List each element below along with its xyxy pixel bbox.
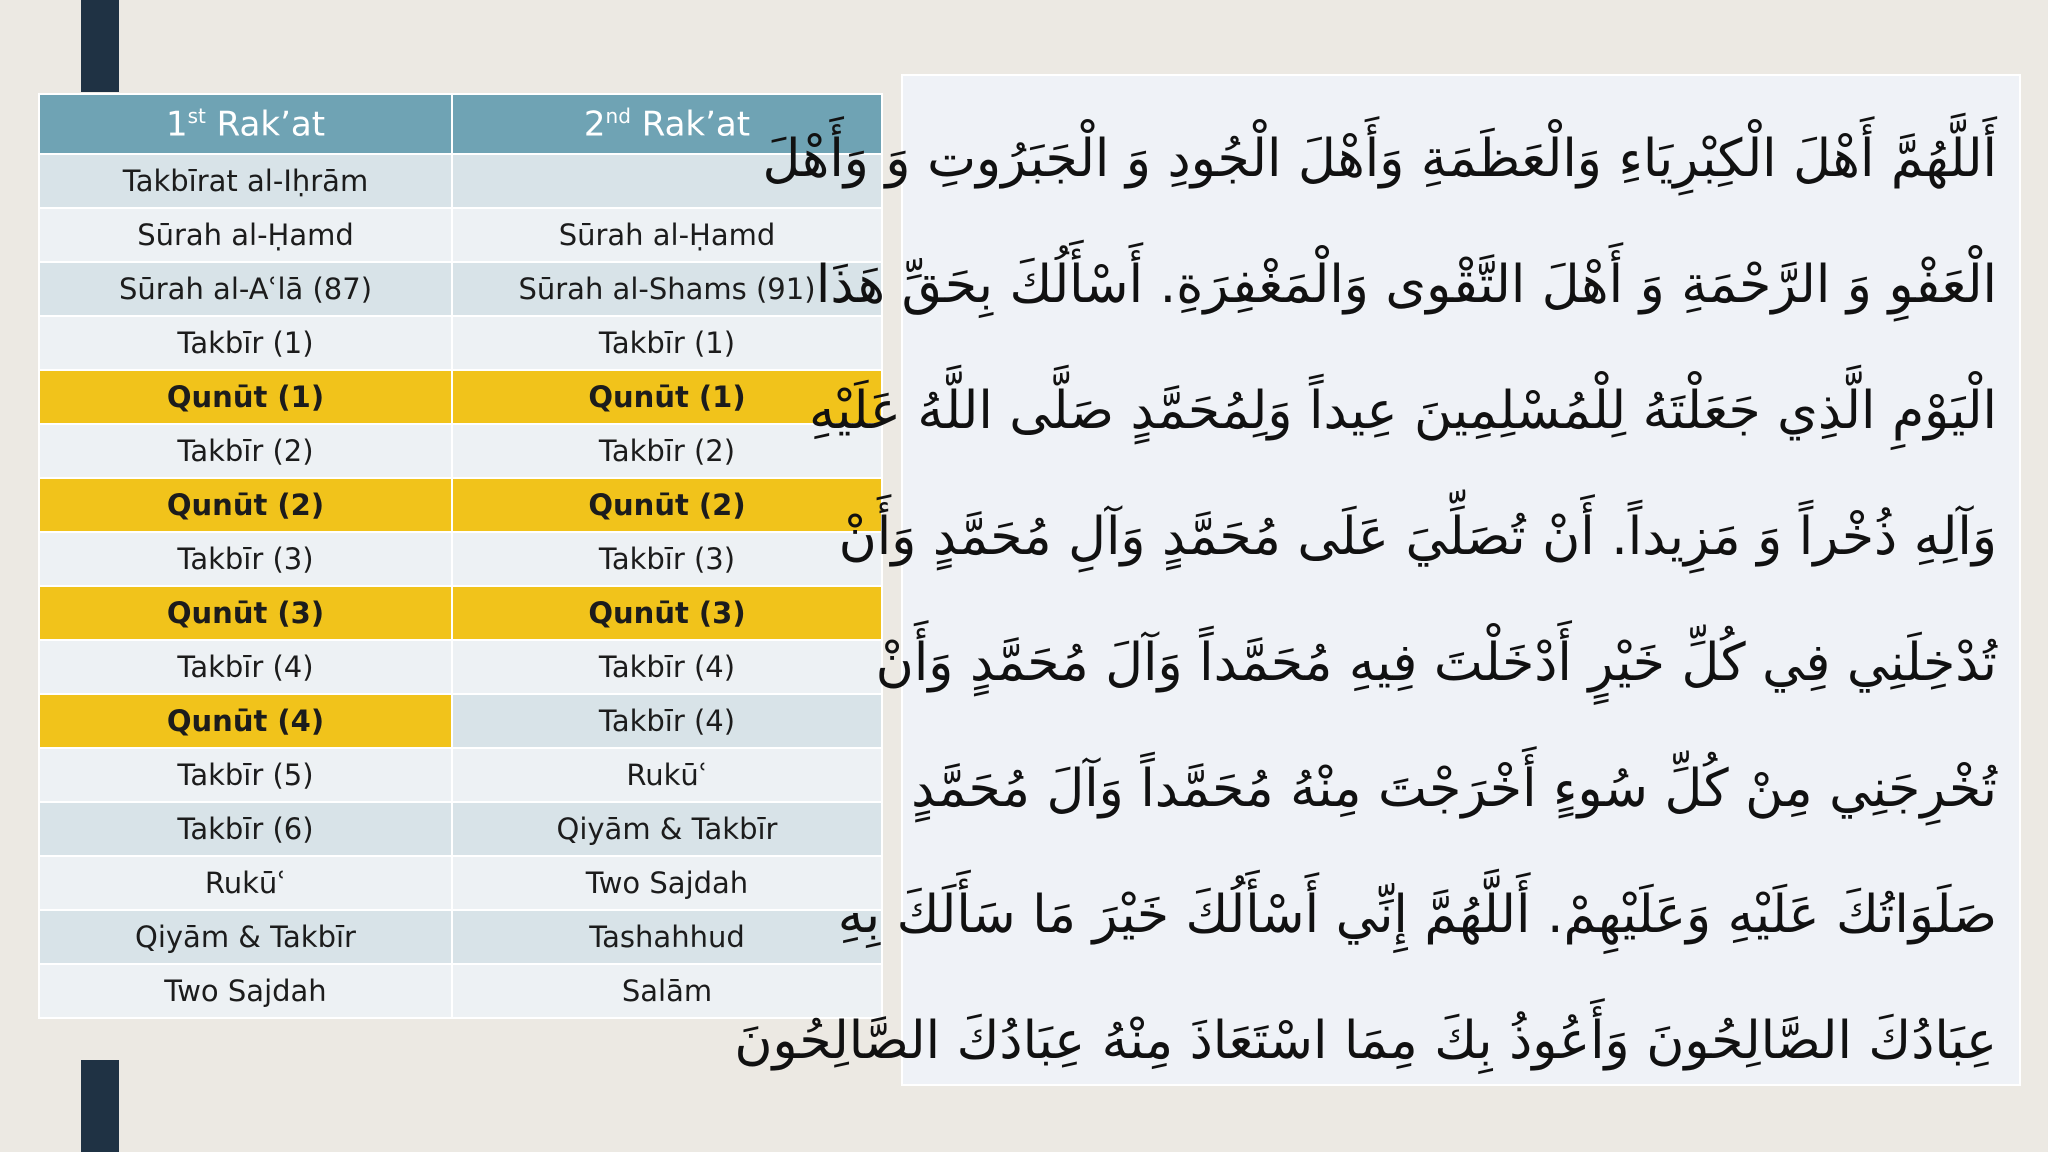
second-rakat-cell: Tashahhud	[452, 910, 882, 964]
second-rakat-cell: Qunūt (1)	[452, 370, 882, 424]
rakat-table	[38, 93, 883, 1019]
arabic-line: الْيَوْمِ الَّذِي جَعَلْتَهُ لِلْمُسْلِمِينَ عِيداً وَلِمُحَمَّدٍ صَلَّى اللَّهُ عَلَيْهِ	[809, 381, 1997, 441]
first-rakat-cell: Takbīr (4)	[39, 640, 452, 694]
table-row	[39, 910, 882, 964]
accent-bar-top	[81, 0, 119, 92]
table-row	[39, 154, 882, 208]
header-ordinal: 1	[165, 104, 188, 145]
table-header-row	[39, 94, 882, 154]
first-rakat-cell: Qunūt (1)	[39, 370, 452, 424]
first-rakat-cell: Takbīr (1)	[39, 316, 452, 370]
header-ordinal-suffix: st	[187, 103, 206, 128]
first-rakat-cell: Sūrah al-Aʿlā (87)	[39, 262, 452, 316]
first-rakat-cell: Sūrah al-Ḥamd	[39, 208, 452, 262]
accent-bar-bottom	[81, 1060, 119, 1152]
second-rakat-cell: Qunūt (3)	[452, 586, 882, 640]
header-ordinal-suffix: nd	[605, 103, 631, 128]
table-row	[39, 532, 882, 586]
second-rakat-cell: Takbīr (2)	[452, 424, 882, 478]
first-rakat-cell: Takbīr (6)	[39, 802, 452, 856]
second-rakat-cell: Takbīr (1)	[452, 316, 882, 370]
second-rakat-cell: Two Sajdah	[452, 856, 882, 910]
table-row	[39, 262, 882, 316]
first-rakat-cell: Takbīr (3)	[39, 532, 452, 586]
table-row	[39, 370, 882, 424]
second-rakat-cell: Rukūʿ	[452, 748, 882, 802]
table-row	[39, 316, 882, 370]
table-row	[39, 478, 882, 532]
arabic-line: صَلَوَاتُكَ عَلَيْهِ وَعَلَيْهِمْ. أَللَّهُمَّ إِنِّي أَسْأَلُكَ خَيْرَ مَا سَأَلَكَ بِهِ	[837, 885, 1997, 945]
first-rakat-cell: Rukūʿ	[39, 856, 452, 910]
header-label: Rak’at	[630, 104, 751, 145]
table-row	[39, 856, 882, 910]
second-rakat-cell: Takbīr (4)	[452, 640, 882, 694]
second-rakat-cell: Qiyām & Takbīr	[452, 802, 882, 856]
arabic-line: وَآلِهِ ذُخْراً وَ مَزِيداً. أَنْ تُصَلِّيَ عَلَى مُحَمَّدٍ وَآلِ مُحَمَّدٍ وَأَنْ	[838, 507, 1997, 567]
first-rakat-cell: Qunūt (4)	[39, 694, 452, 748]
first-rakat-cell: Takbīr (5)	[39, 748, 452, 802]
first-rakat-cell: Qunūt (3)	[39, 586, 452, 640]
arabic-line: تُخْرِجَنِي مِنْ كُلِّ سُوءٍ أَخْرَجْتَ مِنْهُ مُحَمَّداً وَآلَ مُحَمَّدٍ	[911, 759, 1997, 819]
second-rakat-cell: Qunūt (2)	[452, 478, 882, 532]
header-label: Rak’at	[205, 104, 326, 145]
first-rakat-cell: Takbīrat al-Iḥrām	[39, 154, 452, 208]
arabic-line: تُدْخِلَنِي فِي كُلِّ خَيْرٍ أَدْخَلْتَ فِيهِ مُحَمَّداً وَآلَ مُحَمَّدٍ وَأَنْ	[875, 633, 1997, 693]
second-rakat-cell: Takbīr (4)	[452, 694, 882, 748]
first-rakat-cell: Two Sajdah	[39, 964, 452, 1018]
table-row	[39, 802, 882, 856]
table-row	[39, 748, 882, 802]
table-row	[39, 586, 882, 640]
arabic-line: عِبَادُكَ الصَّالِحُونَ وَأَعُوذُ بِكَ مِمَا اسْتَعَاذَ مِنْهُ عِبَادُكَ الصَّالِحُونَ	[734, 1011, 1997, 1071]
second-rakat-cell: Sūrah al-Shams (91)	[452, 262, 882, 316]
arabic-dua-text	[734, 74, 2021, 1086]
header-ordinal: 2	[583, 104, 606, 145]
first-rakat-cell: Takbīr (2)	[39, 424, 452, 478]
table-row	[39, 424, 882, 478]
first-rakat-cell: Qiyām & Takbīr	[39, 910, 452, 964]
table-row	[39, 640, 882, 694]
header-first-rakat	[39, 94, 452, 154]
first-rakat-cell: Qunūt (2)	[39, 478, 452, 532]
second-rakat-cell: Takbīr (3)	[452, 532, 882, 586]
second-rakat-cell: Sūrah al-Ḥamd	[452, 208, 882, 262]
table-row	[39, 208, 882, 262]
second-rakat-cell: Salām	[452, 964, 882, 1018]
arabic-line: أَللَّهُمَّ أَهْلَ الْكِبْرِيَاءِ وَالْعَظَمَةِ وَأَهْلَ الْجُودِ وَ الْجَبَرُوتِ وَ وَأَهْلَ	[762, 129, 1997, 189]
table-body	[39, 154, 882, 1018]
arabic-line: الْعَفْوِ وَ الرَّحْمَةِ وَ أَهْلَ التَّقْوى وَالْمَغْفِرَةِ. أَسْأَلُكَ بِحَقِّ هَذَا	[815, 255, 1997, 315]
table-row	[39, 694, 882, 748]
